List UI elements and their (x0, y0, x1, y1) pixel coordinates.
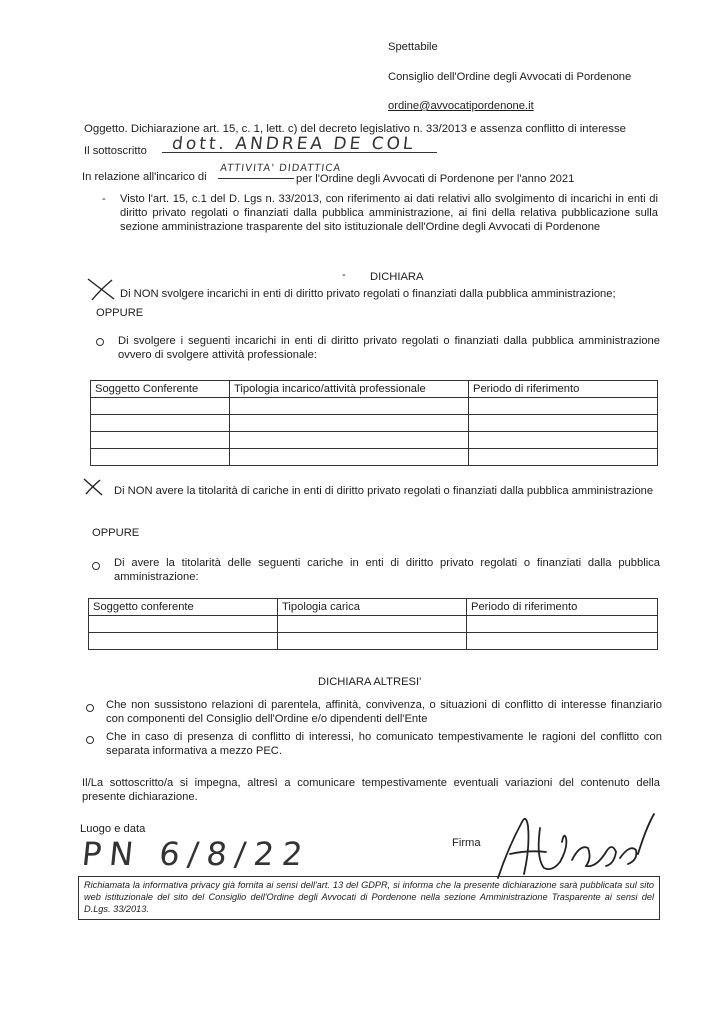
signer-name: dott. ANDREA DE COL (171, 134, 417, 154)
dichiara-heading: DICHIARA (370, 271, 424, 283)
relation-prefix: In relazione all'incarico di (82, 171, 207, 183)
oppure-1: OPPURE (96, 307, 144, 319)
table-header-row (89, 599, 658, 616)
table-cell (469, 415, 658, 432)
relation-suffix: per l'Ordine degli Avvocati di Pordenone per l'anno 2021 (296, 173, 575, 185)
table-row (91, 398, 658, 415)
dichiara-altresi-heading: DICHIARA ALTRESI' (318, 676, 422, 688)
table-cell (469, 449, 658, 466)
signer-label: Il sottoscritto (84, 145, 147, 157)
cariche-table (88, 598, 658, 650)
relation-underline (218, 178, 294, 179)
table-header: Tipologia incarico/attività professionale (230, 381, 469, 398)
table-header: Tipologia carica (278, 599, 467, 616)
table-cell (89, 616, 278, 633)
bullet-altresi-2 (86, 734, 94, 748)
option-incarichi: Di svolgere i seguenti incarichi in enti di diritto privato regolati o finanziati dalla pubblica amministrazione ovvero di svolgere attività professionale: (118, 335, 660, 361)
table-row (91, 415, 658, 432)
option-cariche: Di avere la titolarità delle seguenti cariche in enti di diritto privato regolati o finanziati dalla pubblica amministrazione: (114, 557, 660, 583)
altresi-conflitto: Che in caso di presenza di conflitto di interessi, ho comunicato tempestivamente le ragioni del conflitto con separata informativa a mezzo PEC. (106, 731, 662, 757)
table-cell (230, 449, 469, 466)
table-cell (89, 633, 278, 650)
subject-line: Oggetto. Dichiarazione art. 15, c. 1, lett. c) del decreto legislativo n. 33/2013 e assenza conflitto di interesse (84, 123, 626, 135)
relation-value: ATTIVITA' DIDATTICA (219, 163, 342, 174)
table-row (89, 633, 658, 650)
table-cell (91, 415, 230, 432)
table-cell (467, 633, 658, 650)
table-header: Soggetto Conferente (91, 381, 230, 398)
dichiara-dash: - (342, 269, 346, 281)
table-cell (467, 616, 658, 633)
table-header: Periodo di riferimento (467, 599, 658, 616)
option-no-incarichi: Di NON svolgere incarichi in enti di diritto privato regolati o finanziati dalla pubblica amministrazione; (120, 288, 616, 300)
table-cell (278, 616, 467, 633)
privacy-notice: Richiamata la informativa privacy già fornita ai sensi dell'art. 13 del GDPR, si informa che la presente dichiarazione sarà pubblicata sul sito web istituzionale del sito del Consiglio dell'Ordine degli Avvocati di Pordenone nella sezione Amministrazione Trasparente ai sensi del D.Lgs. 33/2013. (78, 876, 660, 920)
table-row (89, 616, 658, 633)
bullet-option-2 (96, 336, 104, 350)
table-header-row (91, 381, 658, 398)
table-row (91, 432, 658, 449)
place-date-value: PN 6/8/22 (80, 835, 313, 873)
table-cell (230, 398, 469, 415)
table-cell (469, 398, 658, 415)
visto-paragraph: Visto l'art. 15, c.1 del D. Lgs n. 33/2013, con riferimento ai dati relativi allo svolgimento di incarichi in enti di diritto privato regolati o finanziati dalla pubblica amministrazione, ai fini della relativa pubblicazione sulla sezione amministrazione trasparente del sito istituzionale dell'Ordine degli Avvocati di Pordenone (120, 193, 658, 233)
commitment-paragraph: Il/La sottoscritto/a si impegna, altresì a comunicare tempestivamente eventuali variazioni del contenuto della presente dichiarazione. (82, 777, 660, 803)
incarichi-table (90, 380, 658, 466)
table-cell (91, 398, 230, 415)
place-date-label: Luogo e data (80, 823, 146, 835)
table-row (91, 449, 658, 466)
bullet-option-4 (92, 560, 100, 574)
oppure-2: OPPURE (92, 527, 140, 539)
table-cell (91, 449, 230, 466)
table-header: Periodo di riferimento (469, 381, 658, 398)
table-cell (230, 432, 469, 449)
salutation: Spettabile (388, 41, 438, 53)
table-cell (469, 432, 658, 449)
cross-mark-icon (80, 476, 108, 498)
table-cell (278, 633, 467, 650)
visto-dash: - (102, 193, 106, 205)
option-no-cariche: Di NON avere la titolarità di cariche in enti di diritto privato regolati o finanziati dalla pubblica amministrazione (114, 485, 654, 497)
table-cell (230, 415, 469, 432)
table-header: Soggetto conferente (89, 599, 278, 616)
recipient-email: ordine@avvocatipordenone.it (388, 100, 534, 112)
firma-label: Firma (452, 837, 481, 849)
table-cell (91, 432, 230, 449)
bullet-altresi-1 (86, 702, 94, 716)
signature-icon (488, 808, 663, 886)
altresi-relazioni: Che non sussistono relazioni di parentela, affinità, convivenza, o situazioni di conflitto di interesse finanziario con componenti del Consiglio dell'Ordine e/o dipendenti dell'Ente (106, 699, 662, 725)
recipient: Consiglio dell'Ordine degli Avvocati di Pordenone (388, 71, 632, 83)
cross-mark-icon (84, 276, 120, 302)
